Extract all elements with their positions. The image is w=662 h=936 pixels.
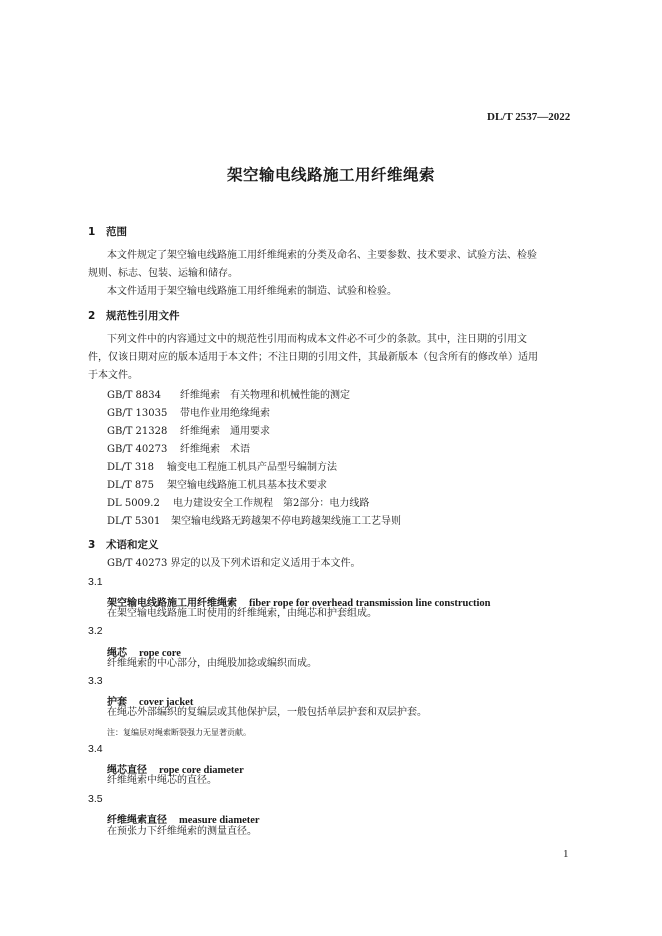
section-title: 范围 [106,226,127,238]
term-definition: 纤维绳索中绳芯的直径。 [107,775,217,786]
term-zh: 绳芯 [107,648,127,659]
term-definition: 在绳芯外部编织的复编层或其他保护层，一般包括单层护套和双层护套。 [107,707,427,718]
term-number: 3.4 [88,743,103,755]
term-zh: 绳芯直径 [107,765,147,776]
term-number: 3.1 [88,576,103,588]
section-2-heading [88,308,180,323]
ref-title: 带电作业用绝缘绳索 [180,408,270,419]
section-3-heading [88,537,159,552]
term-number: 3.3 [88,675,103,687]
ref-title: 纤维绳索 通用要求 [180,426,270,437]
paragraph-line: 规则、标志、包装、运输和储存。 [88,268,238,279]
ref-title: 电力建设安全工作规程 第2部分：电力线路 [173,498,370,509]
term-en: measure diameter [179,815,260,826]
section-number: 3 [88,539,96,551]
term-number: 3.5 [88,793,103,805]
ref-title: 纤维绳索 术语 [180,444,250,455]
section-1-heading [88,224,127,239]
ref-code: GB/T 40273 [107,444,168,455]
term-note: 注：复编层对绳索断裂强力无显著贡献。 [107,728,251,737]
section-number: 1 [88,226,96,238]
term-definition: 纤维绳索的中心部分，由绳股加捻或编织而成。 [107,658,317,669]
term-zh: 纤维绳索直径 [107,815,167,826]
section-title: 规范性引用文件 [106,310,180,322]
document-title: 架空输电线路施工用纤维绳索 [226,166,435,184]
term-zh: 架空输电线路施工用纤维绳索 [107,598,237,609]
normative-reference [107,458,337,473]
ref-code: GB/T 8834 [107,390,162,401]
ref-title: 架空输电线路无跨越架不停电跨越架线施工工艺导则 [171,516,401,527]
normative-reference [107,404,270,419]
term-en: rope core diameter [159,765,244,776]
term-definition: 在预张力下纤维绳索的测量直径。 [107,826,257,837]
term-definition: 在架空输电线路施工时使用的纤维绳索，由绳芯和护套组成。 [107,608,377,619]
section-title: 术语和定义 [106,539,159,551]
normative-reference [107,476,327,491]
ref-code: GB/T 13035 [107,408,168,419]
ref-code: DL/T 875 [107,480,154,491]
ref-code: GB/T 21328 [107,426,168,437]
normative-reference [107,440,250,455]
page-number: 1 [563,848,569,860]
paragraph-line: 本文件规定了架空输电线路施工用纤维绳索的分类及命名、主要参数、技术要求、试验方法、检验 [107,250,537,261]
standard-number: DL/T 2537—2022 [487,111,571,123]
paragraph-line: 件，仅该日期对应的版本适用于本文件；不注日期的引用文件，其最新版本（包含所有的修改单）适用 [88,352,538,363]
section-number: 2 [88,310,96,322]
ref-code: DL/T 318 [107,462,154,473]
ref-title: 纤维绳索 有关物理和机械性能的测定 [180,390,350,401]
paragraph-line: GB/T 40273 界定的以及下列术语和定义适用于本文件。 [107,558,361,569]
term-zh: 护套 [107,697,127,708]
ref-title: 架空输电线路施工机具基本技术要求 [167,480,327,491]
term-en: fiber rope for overhead transmission line construction [249,598,491,609]
paragraph-line: 本文件适用于架空输电线路施工用纤维绳索的制造、试验和检验。 [107,286,397,297]
paragraph-line: 于本文件。 [88,370,138,381]
term-en: cover jacket [139,697,194,708]
normative-reference [107,494,369,509]
term-number: 3.2 [88,625,103,637]
paragraph-line: 下列文件中的内容通过文中的规范性引用而构成本文件必不可少的条款。其中，注日期的引用文 [107,334,527,345]
ref-code: DL/T 5301 [107,516,161,527]
normative-reference [107,386,350,401]
normative-reference [107,422,270,437]
normative-reference [107,512,401,527]
ref-title: 输变电工程施工机具产品型号编制方法 [167,462,337,473]
ref-code: DL 5009.2 [107,498,160,509]
term-en: rope core [139,648,181,659]
